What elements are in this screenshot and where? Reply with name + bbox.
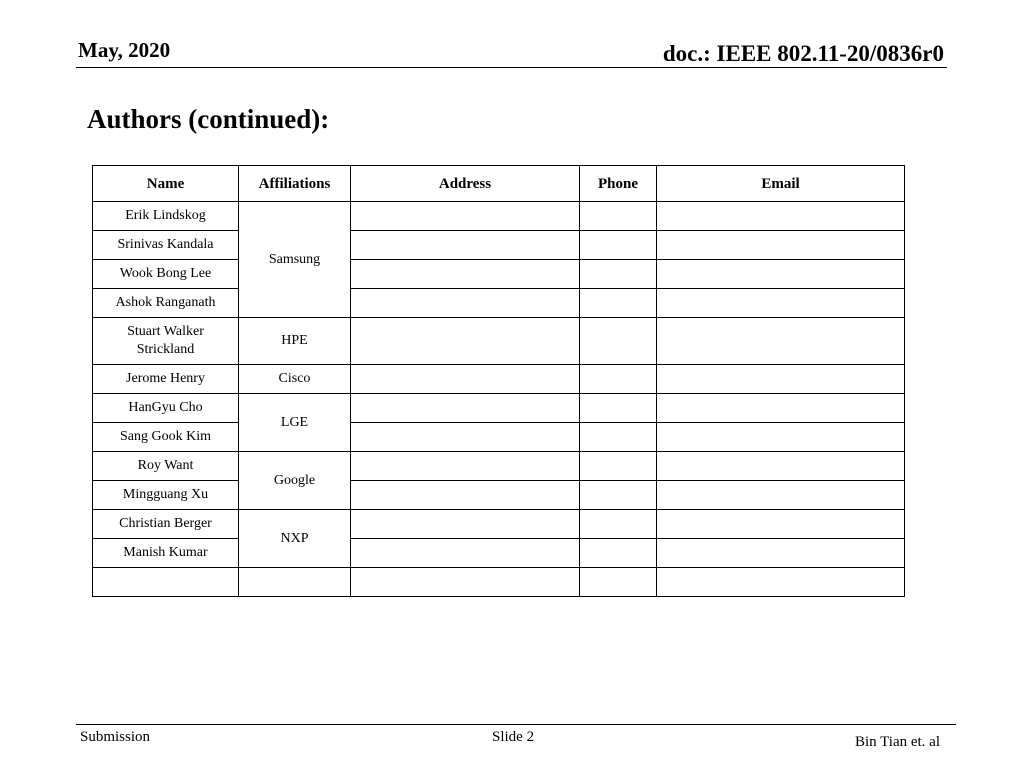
table-row bbox=[93, 423, 905, 452]
author-affiliation: LGE bbox=[239, 394, 351, 452]
author-address bbox=[351, 365, 580, 394]
author-name: Mingguang Xu bbox=[93, 481, 239, 510]
table-row bbox=[93, 568, 905, 597]
author-name: Jerome Henry bbox=[93, 365, 239, 394]
author-name: Srinivas Kandala bbox=[93, 231, 239, 260]
author-phone bbox=[580, 510, 657, 539]
table-row bbox=[93, 365, 905, 394]
author-phone bbox=[580, 394, 657, 423]
table-row bbox=[93, 260, 905, 289]
author-address bbox=[351, 289, 580, 318]
author-email bbox=[657, 231, 905, 260]
column-header-address: Address bbox=[351, 166, 580, 202]
author-name: Sang Gook Kim bbox=[93, 423, 239, 452]
column-header-name: Name bbox=[93, 166, 239, 202]
author-phone bbox=[580, 568, 657, 597]
author-email bbox=[657, 539, 905, 568]
footer-slide-number: Slide 2 bbox=[492, 729, 535, 745]
author-name: HanGyu Cho bbox=[93, 394, 239, 423]
author-email bbox=[657, 260, 905, 289]
author-name bbox=[93, 568, 239, 597]
table-row bbox=[93, 202, 905, 231]
author-affiliation: NXP bbox=[239, 510, 351, 568]
author-phone bbox=[580, 231, 657, 260]
table-row bbox=[93, 539, 905, 568]
author-affiliation: HPE bbox=[239, 318, 351, 365]
author-phone bbox=[580, 318, 657, 365]
author-address bbox=[351, 423, 580, 452]
author-phone bbox=[580, 481, 657, 510]
author-phone bbox=[580, 452, 657, 481]
slide-title: Authors (continued): bbox=[87, 104, 330, 134]
table-row bbox=[93, 481, 905, 510]
column-header-affiliations: Affiliations bbox=[239, 166, 351, 202]
author-phone bbox=[580, 260, 657, 289]
author-address bbox=[351, 539, 580, 568]
header-date: May, 2020 bbox=[78, 38, 171, 62]
table-row bbox=[93, 510, 905, 539]
author-name: Stuart Walker Strickland bbox=[93, 318, 239, 365]
author-address bbox=[351, 318, 580, 365]
author-affiliation bbox=[239, 568, 351, 597]
author-phone bbox=[580, 202, 657, 231]
table-row bbox=[93, 231, 905, 260]
author-email bbox=[657, 510, 905, 539]
author-phone bbox=[580, 365, 657, 394]
column-header-email: Email bbox=[657, 166, 905, 202]
author-name: Roy Want bbox=[93, 452, 239, 481]
author-affiliation: Cisco bbox=[239, 365, 351, 394]
author-address bbox=[351, 202, 580, 231]
author-affiliation: Google bbox=[239, 452, 351, 510]
author-email bbox=[657, 365, 905, 394]
table-header-row bbox=[93, 166, 905, 202]
footer-divider bbox=[76, 724, 956, 725]
author-email bbox=[657, 318, 905, 365]
author-email bbox=[657, 568, 905, 597]
table-row bbox=[93, 289, 905, 318]
author-address bbox=[351, 394, 580, 423]
author-address bbox=[351, 231, 580, 260]
author-email bbox=[657, 481, 905, 510]
author-affiliation: Samsung bbox=[239, 202, 351, 318]
author-name: Wook Bong Lee bbox=[93, 260, 239, 289]
author-email bbox=[657, 452, 905, 481]
author-phone bbox=[580, 289, 657, 318]
author-name: Erik Lindskog bbox=[93, 202, 239, 231]
header-doc-id: doc.: IEEE 802.11-20/0836r0 bbox=[662, 41, 944, 66]
column-header-phone: Phone bbox=[580, 166, 657, 202]
table-row bbox=[93, 394, 905, 423]
author-name: Christian Berger bbox=[93, 510, 239, 539]
footer-author: Bin Tian et. al bbox=[854, 734, 940, 750]
author-email bbox=[657, 423, 905, 452]
author-email bbox=[657, 394, 905, 423]
author-address bbox=[351, 481, 580, 510]
author-name: Manish Kumar bbox=[93, 539, 239, 568]
author-address bbox=[351, 452, 580, 481]
table-row bbox=[93, 452, 905, 481]
author-email bbox=[657, 202, 905, 231]
author-name: Ashok Ranganath bbox=[93, 289, 239, 318]
author-address bbox=[351, 260, 580, 289]
header-divider bbox=[76, 67, 947, 68]
author-address bbox=[351, 568, 580, 597]
footer-submission: Submission bbox=[80, 729, 151, 745]
author-address bbox=[351, 510, 580, 539]
authors-table bbox=[92, 165, 905, 597]
table-row bbox=[93, 318, 905, 365]
author-phone bbox=[580, 423, 657, 452]
author-phone bbox=[580, 539, 657, 568]
author-email bbox=[657, 289, 905, 318]
